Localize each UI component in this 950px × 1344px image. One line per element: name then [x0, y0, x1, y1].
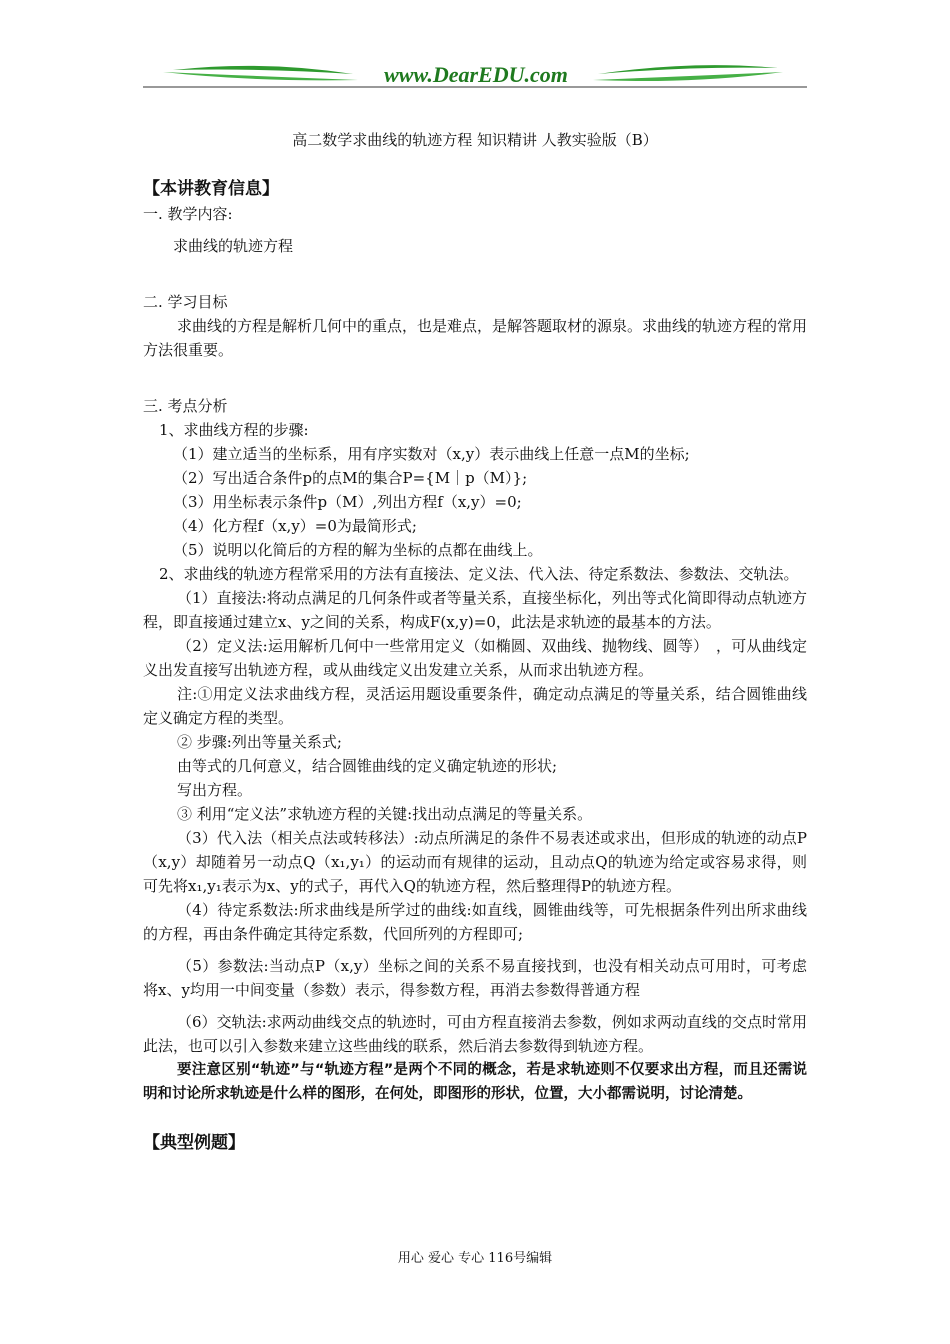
step-item: （2）写出适合条件p的点M的集合P={M｜p（M）};	[173, 469, 528, 487]
info-heading: 【本讲教育信息】	[143, 179, 279, 199]
step-item: （3）用坐标表示条件p（M）,列出方程f（x,y）=0;	[173, 493, 522, 511]
definition-note-3: 由等式的几何意义，结合圆锥曲线的定义确定轨迹的形状;	[177, 757, 558, 775]
section-2-heading: 二. 学习目标	[143, 293, 228, 311]
method-parameter: （5）参数法:当动点P（x,y）坐标之间的关系不易直接找到，也没有相关动点可用时，可考虑将x、y均用一中间变量（参数）表示，得参数方程，再消去参数得普通方程	[143, 957, 807, 999]
method-substitution: （3）代入法（相关点法或转移法）:动点所满足的条件不易表述或求出，但形成的轨迹的动点P（x,y）却随着另一动点Q（x₁,y₁）的运动而有规律的运动，且动点Q的轨迹为给定或容易求得，则可先将x₁,y₁表示为x、y的式子，再代入Q的轨迹方程，然后整理得P的轨迹方程。	[143, 829, 807, 895]
step-item: （5）说明以化简后的方程的解为坐标的点都在曲线上。	[173, 541, 543, 559]
method-undetermined-coefficients: （4）待定系数法:所求曲线是所学过的曲线:如直线，圆锥曲线等，可先根据条件列出所求曲线的方程，再由条件确定其待定系数，代回所列的方程即可;	[143, 901, 807, 943]
examples-heading: 【典型例题】	[143, 1133, 245, 1153]
steps-title: 1、求曲线方程的步骤:	[159, 421, 309, 439]
definition-note-5: ③ 利用“定义法”求轨迹方程的关键:找出动点满足的等量关系。	[177, 805, 593, 823]
methods-title: 2、求曲线的轨迹方程常采用的方法有直接法、定义法、代入法、待定系数法、参数法、交轨法。	[159, 565, 799, 583]
section-3-heading: 三. 考点分析	[143, 397, 228, 415]
method-definition: （2）定义法:运用解析几何中一些常用定义（如椭圆、双曲线、抛物线、圆等） ，可从曲线定义出发直接写出轨迹方程，或从曲线定义出发建立关系，从而求出轨迹方程。	[143, 637, 807, 679]
page-footer: 用心 爱心 专心 116号编辑	[397, 1251, 553, 1266]
section-2-body: 求曲线的方程是解析几何中的重点，也是难点，是解答题取材的源泉。求曲线的轨迹方程的常用方法很重要。	[143, 317, 808, 359]
logo-text: www.DearEDU.com	[384, 62, 568, 87]
site-header-logo	[143, 58, 807, 92]
section-1-heading: 一. 教学内容:	[143, 205, 233, 223]
section-1-body: 求曲线的轨迹方程	[173, 237, 294, 255]
definition-note-1: 注:①用定义法求曲线方程，灵活运用题设重要条件，确定动点满足的等量关系，结合圆锥曲线定义确定方程的类型。	[143, 685, 807, 727]
logo-banner-graphic	[143, 58, 807, 92]
method-intersection: （6）交轨法:求两动曲线交点的轨迹时，可由方程直接消去参数，例如求两动直线的交点时常用此法，也可以引入参数来建立这些曲线的联系，然后消去参数得到轨迹方程。	[143, 1013, 807, 1055]
method-direct: （1）直接法:将动点满足的几何条件或者等量关系，直接坐标化，列出等式化简即得动点轨迹方程，即直接通过建立x、y之间的关系，构成F(x,y)=0，此法是求轨迹的最基本的方法。	[143, 589, 807, 631]
step-item: （1）建立适当的坐标系，用有序实数对（x,y）表示曲线上任意一点M的坐标;	[173, 445, 690, 463]
document-title: 高二数学求曲线的轨迹方程 知识精讲 人教实验版（B）	[292, 131, 658, 149]
step-item: （4）化方程f（x,y）=0为最简形式;	[173, 517, 417, 535]
definition-note-2: ② 步骤:列出等量关系式;	[177, 733, 342, 751]
definition-note-4: 写出方程。	[177, 781, 253, 799]
emphasis-note: 要注意区别“轨迹”与“轨迹方程”是两个不同的概念，若是求轨迹则不仅要求出方程，而且还需说明和讨论所求轨迹是什么样的图形，在何处，即图形的形状，位置，大小都需说明，讨论清楚。	[143, 1062, 807, 1102]
document-body	[143, 176, 807, 1156]
